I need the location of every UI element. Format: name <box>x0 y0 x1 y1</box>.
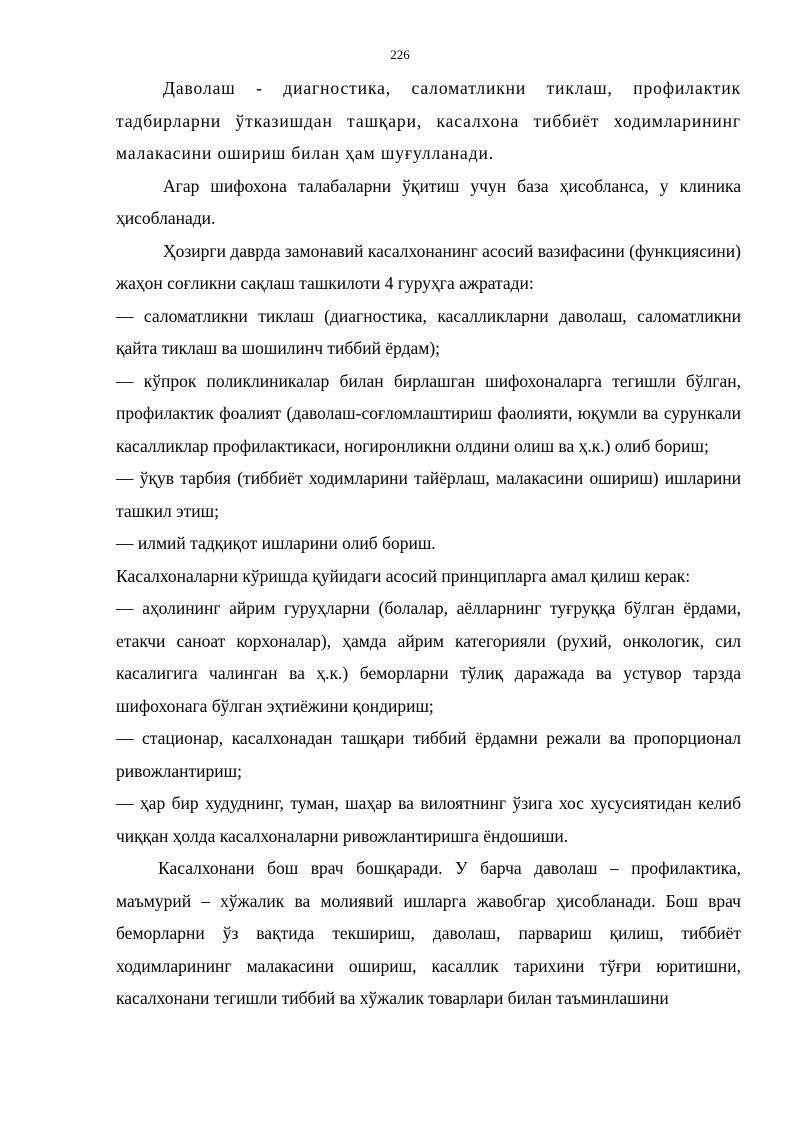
paragraph-who-functions-intro: Ҳозирги даврда замонавий касалхонанинг асосий вазифасини (функциясини) жаҳон соғликни сақлаш ташкилоти 4 гуруҳга ажратади: <box>116 240 741 293</box>
list-item-regional-specifics: — ҳар бир худуднинг, туман, шаҳар ва вилоятнинг ўзига хос хусусиятидан келиб чиққан ҳолда касалхоналарни ривожлантиришга ёндошиши. <box>116 793 741 846</box>
paragraph-treatment-functions: Даволаш - диагностика, саломатликни тиклаш, профилактик тадбирларни ўтказишдан ташқари, касалхона тиббиёт ходимларининг малакасини ошириш билан ҳам шуғулланади. <box>116 78 741 163</box>
document-body <box>116 72 741 1015</box>
list-item-prevention: — кўпрок поликлиникалар билан бирлашган шифохоналарга тегишли бўлган, профилактик фоалият (даволаш-соғломлаштириш фаолияти, юқумли ва сурункали касалликлар профилактикаси, ногиронликни олдини олиш ва ҳ.к.) олиб бориш; <box>116 370 741 456</box>
list-item-proportional-development: — стационар, касалхонадан ташқари тиббий ёрдамни режали ва пропорционал ривожлантириш; <box>116 728 741 781</box>
list-item-population-groups: — аҳолининг айрим гуруҳларни (болалар, аёлларнинг туғруққа бўлган ёрдами, етакчи саноат корхоналар), ҳамда айрим категорияли (рухий, онкологик, сил касалигига чалинган ва ҳ.к.) беморларни тўлиқ даражада ва устувор тарзда шифохонага бўлган эҳтиёжини қондириш; <box>116 598 741 716</box>
list-item-research: — илмий тадқиқот ишларини олиб бориш. <box>116 533 436 553</box>
list-item-education: — ўқув тарбия (тиббиёт ходимларини тайёрлаш, малакасини ошириш) ишларини ташкил этиш; <box>116 468 741 521</box>
page-number: 226 <box>390 47 410 62</box>
list-item-restore-health: — саломатликни тиклаш (диагностика, касалликларни даволаш, саломатликни қайта тиклаш ва шошилинч тиббий ёрдам); <box>116 305 741 358</box>
paragraph-principles-intro: Касалхоналарни кўришда қуйидаги асосий принципларга амал қилиш керак: <box>116 565 691 586</box>
paragraph-chief-physician: Касалхонани бош врач бошқаради. У барча даволаш – профилактика, маъмурий – хўжалик ва молиявий ишларга жавобгар ҳисобланади. Бош врач беморларни ўз вақтида текшириш, даволаш, парвариш қилиш, тиббиёт ходимларининг малакасини ошириш, касаллик тарихини тўғри юритишни, касалхонани тегишли тиббий ва хўжалик товарлари билан таъминлашини <box>116 858 741 1008</box>
paragraph-clinic-definition: Агар шифохона талабаларни ўқитиш учун база ҳисобланса, у клиника ҳисобланади. <box>116 175 741 228</box>
